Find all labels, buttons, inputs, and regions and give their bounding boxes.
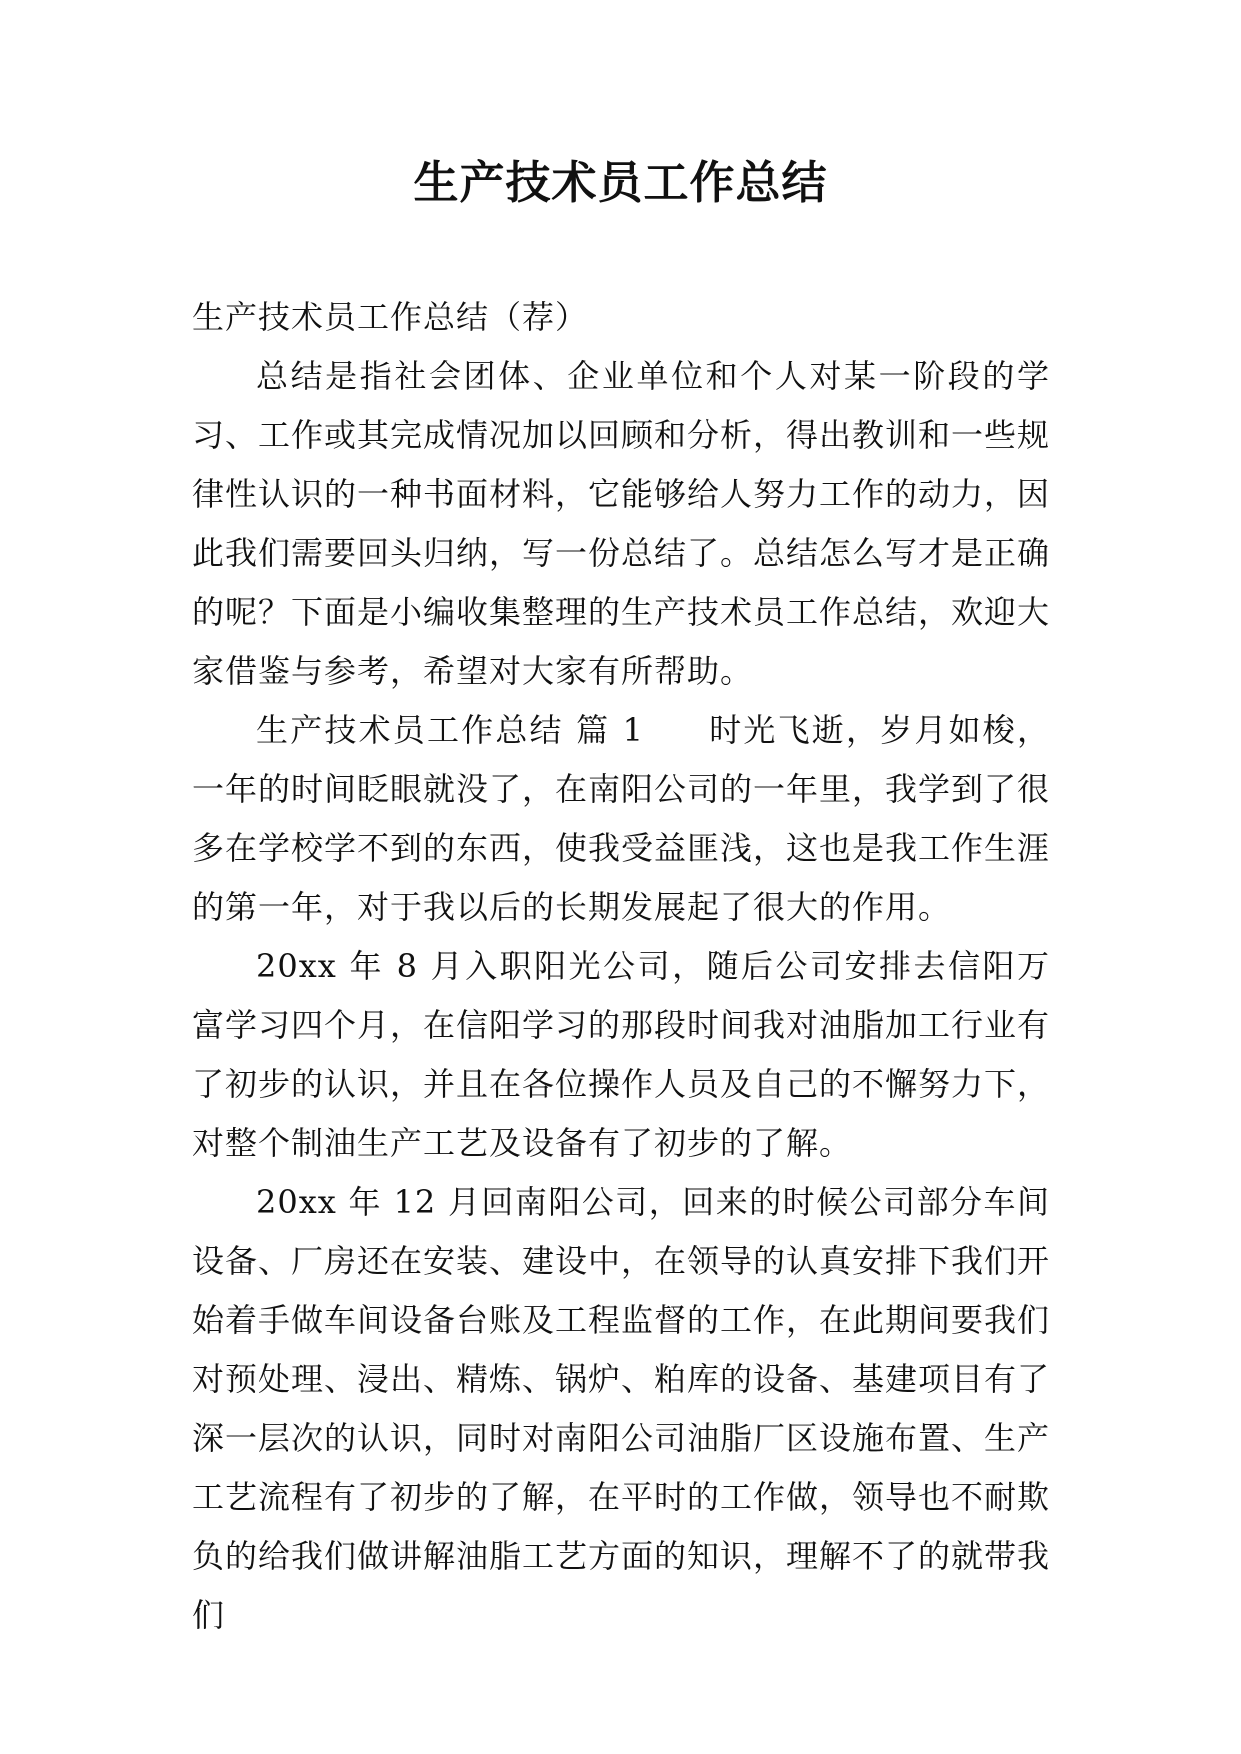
document-body — [192, 288, 1050, 1645]
paragraph-section-1 — [192, 701, 1050, 937]
document-subtitle: 生产技术员工作总结（荐） — [192, 298, 589, 336]
paragraph-3: 20xx 年 8 月入职阳光公司，随后公司安排去信阳万富学习四个月，在信阳学习的那段时间我对油脂加工行业有了初步的认识，并且在各位操作人员及自己的不懈努力下，对整个制油生产工艺及设备有了初步的了解。 — [192, 947, 1051, 1162]
paragraph-intro: 总结是指社会团体、企业单位和个人对某一阶段的学习、工作或其完成情况加以回顾和分析，得出教训和一些规律性认识的一种书面材料，它能够给人努力工作的动力，因此我们需要回头归纳，写一份总结了。总结怎么写才是正确的呢？下面是小编收集整理的生产技术员工作总结，欢迎大家借鉴与参考，希望对大家有所帮助。 — [192, 357, 1051, 690]
section-heading: 生产技术员工作总结 篇 1 — [256, 711, 645, 749]
document-title: 生产技术员工作总结 — [413, 156, 828, 209]
paragraph-4: 20xx 年 12 月回南阳公司，回来的时候公司部分车间设备、厂房还在安装、建设中，在领导的认真安排下我们开始着手做车间设备台账及工程监督的工作，在此期间要我们对预处理、浸出、精炼、锅炉、粕库的设备、基建项目有了深一层次的认识，同时对南阳公司油脂厂区设施布置、生产工艺流程有了初步的了解，在平时的工作做，领导也不耐欺负的给我们做讲解油脂工艺方面的知识，理解不了的就带我们 — [192, 1183, 1051, 1634]
section-text: 时光飞逝，岁月如梭，一年的时间眨眼就没了，在南阳公司的一年里，我学到了很多在学校学不到的东西，使我受益匪浅，这也是我工作生涯的第一年，对于我以后的长期发展起了很大的作用。 — [192, 711, 1051, 926]
